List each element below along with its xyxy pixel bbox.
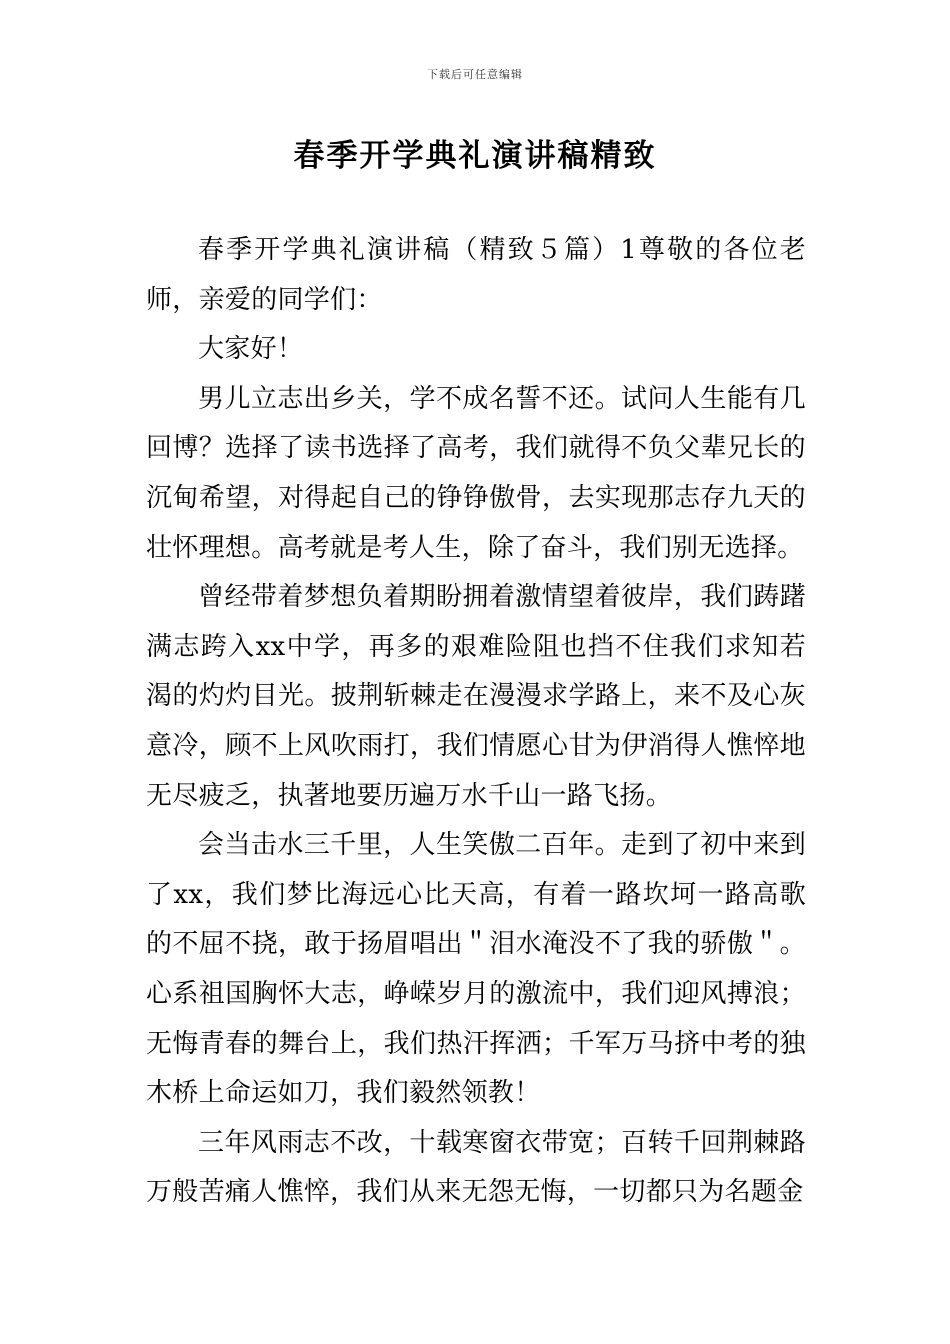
paragraph: 男儿立志出乡关，学不成名誓不还。试问人生能有几回博？选择了读书选择了高考，我们就得不负父辈兄长的沉甸希望，对得起自己的铮铮傲骨，去实现那志存九天的壮怀理想。高考就是考人生，除了奋斗，我们别无选择。	[146, 383, 806, 563]
document-body	[146, 226, 806, 1218]
paragraph: 会当击水三千里，人生笑傲二百年。走到了初中来到了xx，我们梦比海远心比天高，有着一路坎坷一路高歌的不屈不挠，敢于扬眉唱出＂泪水淹没不了我的骄傲＂。心系祖国胸怀大志，峥嵘岁月的激流中，我们迎风搏浪；无悔青春的舞台上，我们热汗挥洒；千军万马挤中考的独木桥上命运如刀，我们毅然领教！	[146, 830, 806, 1109]
page-header-note: 下载后可任意编辑	[427, 68, 523, 81]
paragraph: 三年风雨志不改，十载寒窗衣带宽；百转千回荆棘路万般苦痛人憔悴，我们从来无怨无悔，一切都只为名题金	[146, 1127, 806, 1208]
document-title: 春季开学典礼演讲稿精致	[293, 138, 657, 174]
paragraph-greeting: 春季开学典礼演讲稿（精致５篇）1尊敬的各位老师，亲爱的同学们：	[146, 235, 806, 315]
paragraph-hello: 大家好！	[198, 334, 304, 365]
paragraph: 曾经带着梦想负着期盼拥着激情望着彼岸，我们踌躇满志跨入xx中学，再多的艰难险阻也挡不住我们求知若渴的灼灼目光。披荆斩棘走在漫漫求学路上，来不及心灰意冷，顾不上风吹雨打，我们情愿心甘为伊消得人憔悴地无尽疲乏，执著地要历遍万水千山一路飞扬。	[146, 582, 806, 811]
